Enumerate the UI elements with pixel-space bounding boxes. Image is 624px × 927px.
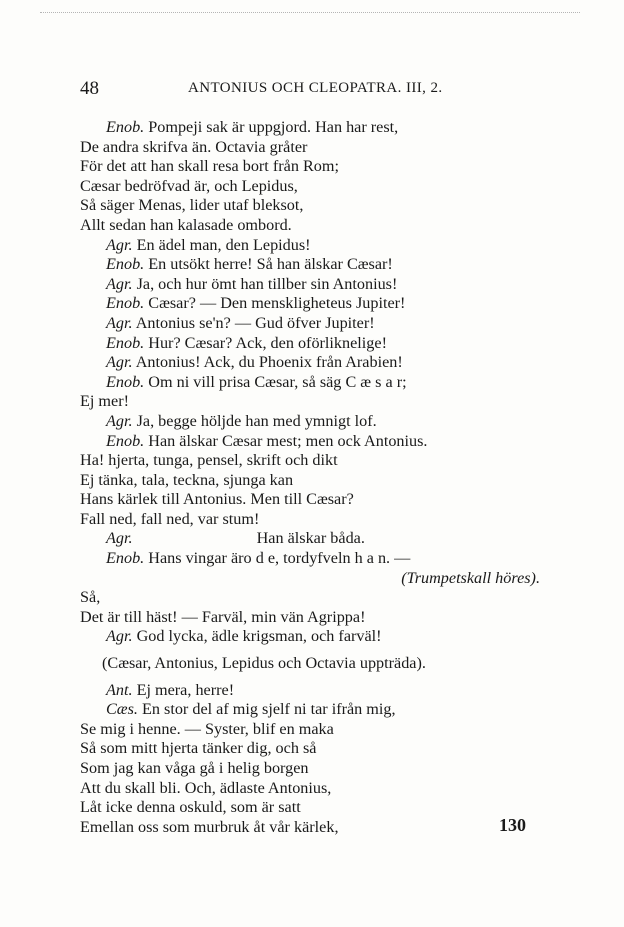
verse-line: Ha! hjerta, tunga, pensel, skrift och dikt	[80, 451, 338, 470]
verse-line: Att du skall bli. Och, ädlaste Antonius,	[80, 778, 332, 797]
verse-line: Det är till häst! — Farväl, min vän Agrippa!	[80, 607, 366, 626]
speech-line	[80, 353, 560, 373]
verse-line: Hans kärlek till Antonius. Men till Cæsar?	[80, 490, 354, 509]
speech-text: Antonius! Ack, du Phoenix från Arabien!	[135, 353, 403, 372]
page-number: 48	[80, 78, 99, 99]
speaker-name: Ant.	[106, 680, 133, 699]
speech-text: Hur? Cæsar? Ack, den oförliknelige!	[148, 333, 387, 352]
speech-line	[80, 681, 560, 701]
verse-line: Så säger Menas, lider utaf bleksot,	[80, 196, 304, 215]
speech-line	[80, 529, 560, 549]
verse-line: Allt sedan han kalasade ombord.	[80, 215, 292, 234]
speech-text: En stor del af mig sjelf ni tar ifrån mig,	[142, 700, 396, 719]
speech-line	[80, 236, 560, 256]
speech-text: Antonius se'n? — Gud öfver Jupiter!	[135, 313, 375, 332]
speech-text: Om ni vill prisa Cæsar, så säg C æ s a r;	[148, 372, 407, 391]
speaker-name: Agr.	[106, 411, 133, 430]
verse-line: Ej tänka, tala, teckna, sjunga kan	[80, 470, 294, 489]
play-text	[80, 118, 560, 837]
speech-text: Ej mera, herre!	[136, 680, 235, 699]
speech-text: Hans vingar äro d e, tordyfveln h a n. —	[148, 549, 411, 568]
speech-text: Cæsar? — Den menskligheteus Jupiter!	[148, 294, 406, 313]
speaker-name: Cæs.	[106, 700, 138, 719]
speaker-name: Agr.	[106, 353, 133, 372]
speech-text: Han älskar båda.	[256, 529, 365, 548]
speaker-name: Agr.	[106, 274, 133, 293]
verse-line: Låt icke denna oskuld, som är satt	[80, 798, 301, 817]
verse-line: Så,	[80, 588, 101, 607]
verse-line: Som jag kan våga gå i helig borgen	[80, 759, 309, 777]
speech-line	[80, 432, 560, 452]
speaker-name: Enob.	[106, 431, 145, 450]
speech-line	[80, 118, 560, 138]
verse-line: Cæsar bedröfvad är, och Lepidus,	[80, 176, 298, 195]
speech-line	[80, 373, 560, 393]
speech-line	[80, 412, 560, 432]
speaker-name: Enob.	[106, 294, 145, 313]
speech-line	[80, 255, 560, 275]
speaker-name: Agr.	[106, 313, 133, 332]
verse-line: För det att han skall resa bort från Rom;	[80, 157, 339, 176]
speech-text: Pompeji sak är uppgjord. Han har rest,	[148, 118, 399, 136]
speech-text: God lycka, ädle krigsman, och farväl!	[136, 627, 382, 646]
speech-text: En utsökt herre! Så han älskar Cæsar!	[148, 255, 393, 274]
speaker-name: Agr.	[106, 235, 133, 254]
speech-text: Han älskar Cæsar mest; men ock Antonius.	[148, 431, 428, 450]
signature-mark: 130	[499, 815, 526, 835]
verse-line: De andra skrifva än. Octavia gråter	[80, 137, 308, 156]
speech-line	[80, 627, 560, 647]
speech-line	[80, 334, 560, 354]
running-head: ANTONIUS OCH CLEOPATRA. III, 2.	[188, 80, 443, 96]
verse-line: Så som mitt hjerta tänker dig, och så	[80, 739, 317, 758]
stage-direction: (Trumpetskall höres).	[401, 568, 540, 587]
speaker-name: Enob.	[106, 372, 145, 391]
speech-line	[80, 275, 560, 295]
verse-line: Se mig i henne. — Syster, blif en maka	[80, 719, 334, 738]
speaker-name: Agr.	[106, 627, 133, 646]
speech-line	[80, 314, 560, 334]
speech-line	[80, 549, 560, 569]
speech-text: Ja, begge höljde han med ymnigt lof.	[136, 411, 377, 430]
speech-line	[80, 700, 560, 720]
speech-line	[80, 294, 560, 314]
speaker-name: Enob.	[106, 549, 145, 568]
stage-direction: (Cæsar, Antonius, Lepidus och Octavia uppträda).	[102, 654, 426, 673]
speaker-name: Enob.	[106, 333, 145, 352]
scan-top-edge	[40, 12, 580, 13]
speaker-name: Enob.	[106, 255, 145, 274]
speech-text: Ja, och hur ömt han tillber sin Antonius!	[136, 274, 398, 293]
verse-line: Ej mer!	[80, 392, 129, 411]
speech-text: En ädel man, den Lepidus!	[136, 235, 311, 254]
speaker-name: Agr.	[106, 529, 133, 548]
verse-line: Fall ned, fall ned, var stum!	[80, 509, 260, 528]
verse-line: Emellan oss som murbruk åt vår kärlek,	[80, 817, 339, 836]
speaker-name: Enob.	[106, 118, 145, 136]
